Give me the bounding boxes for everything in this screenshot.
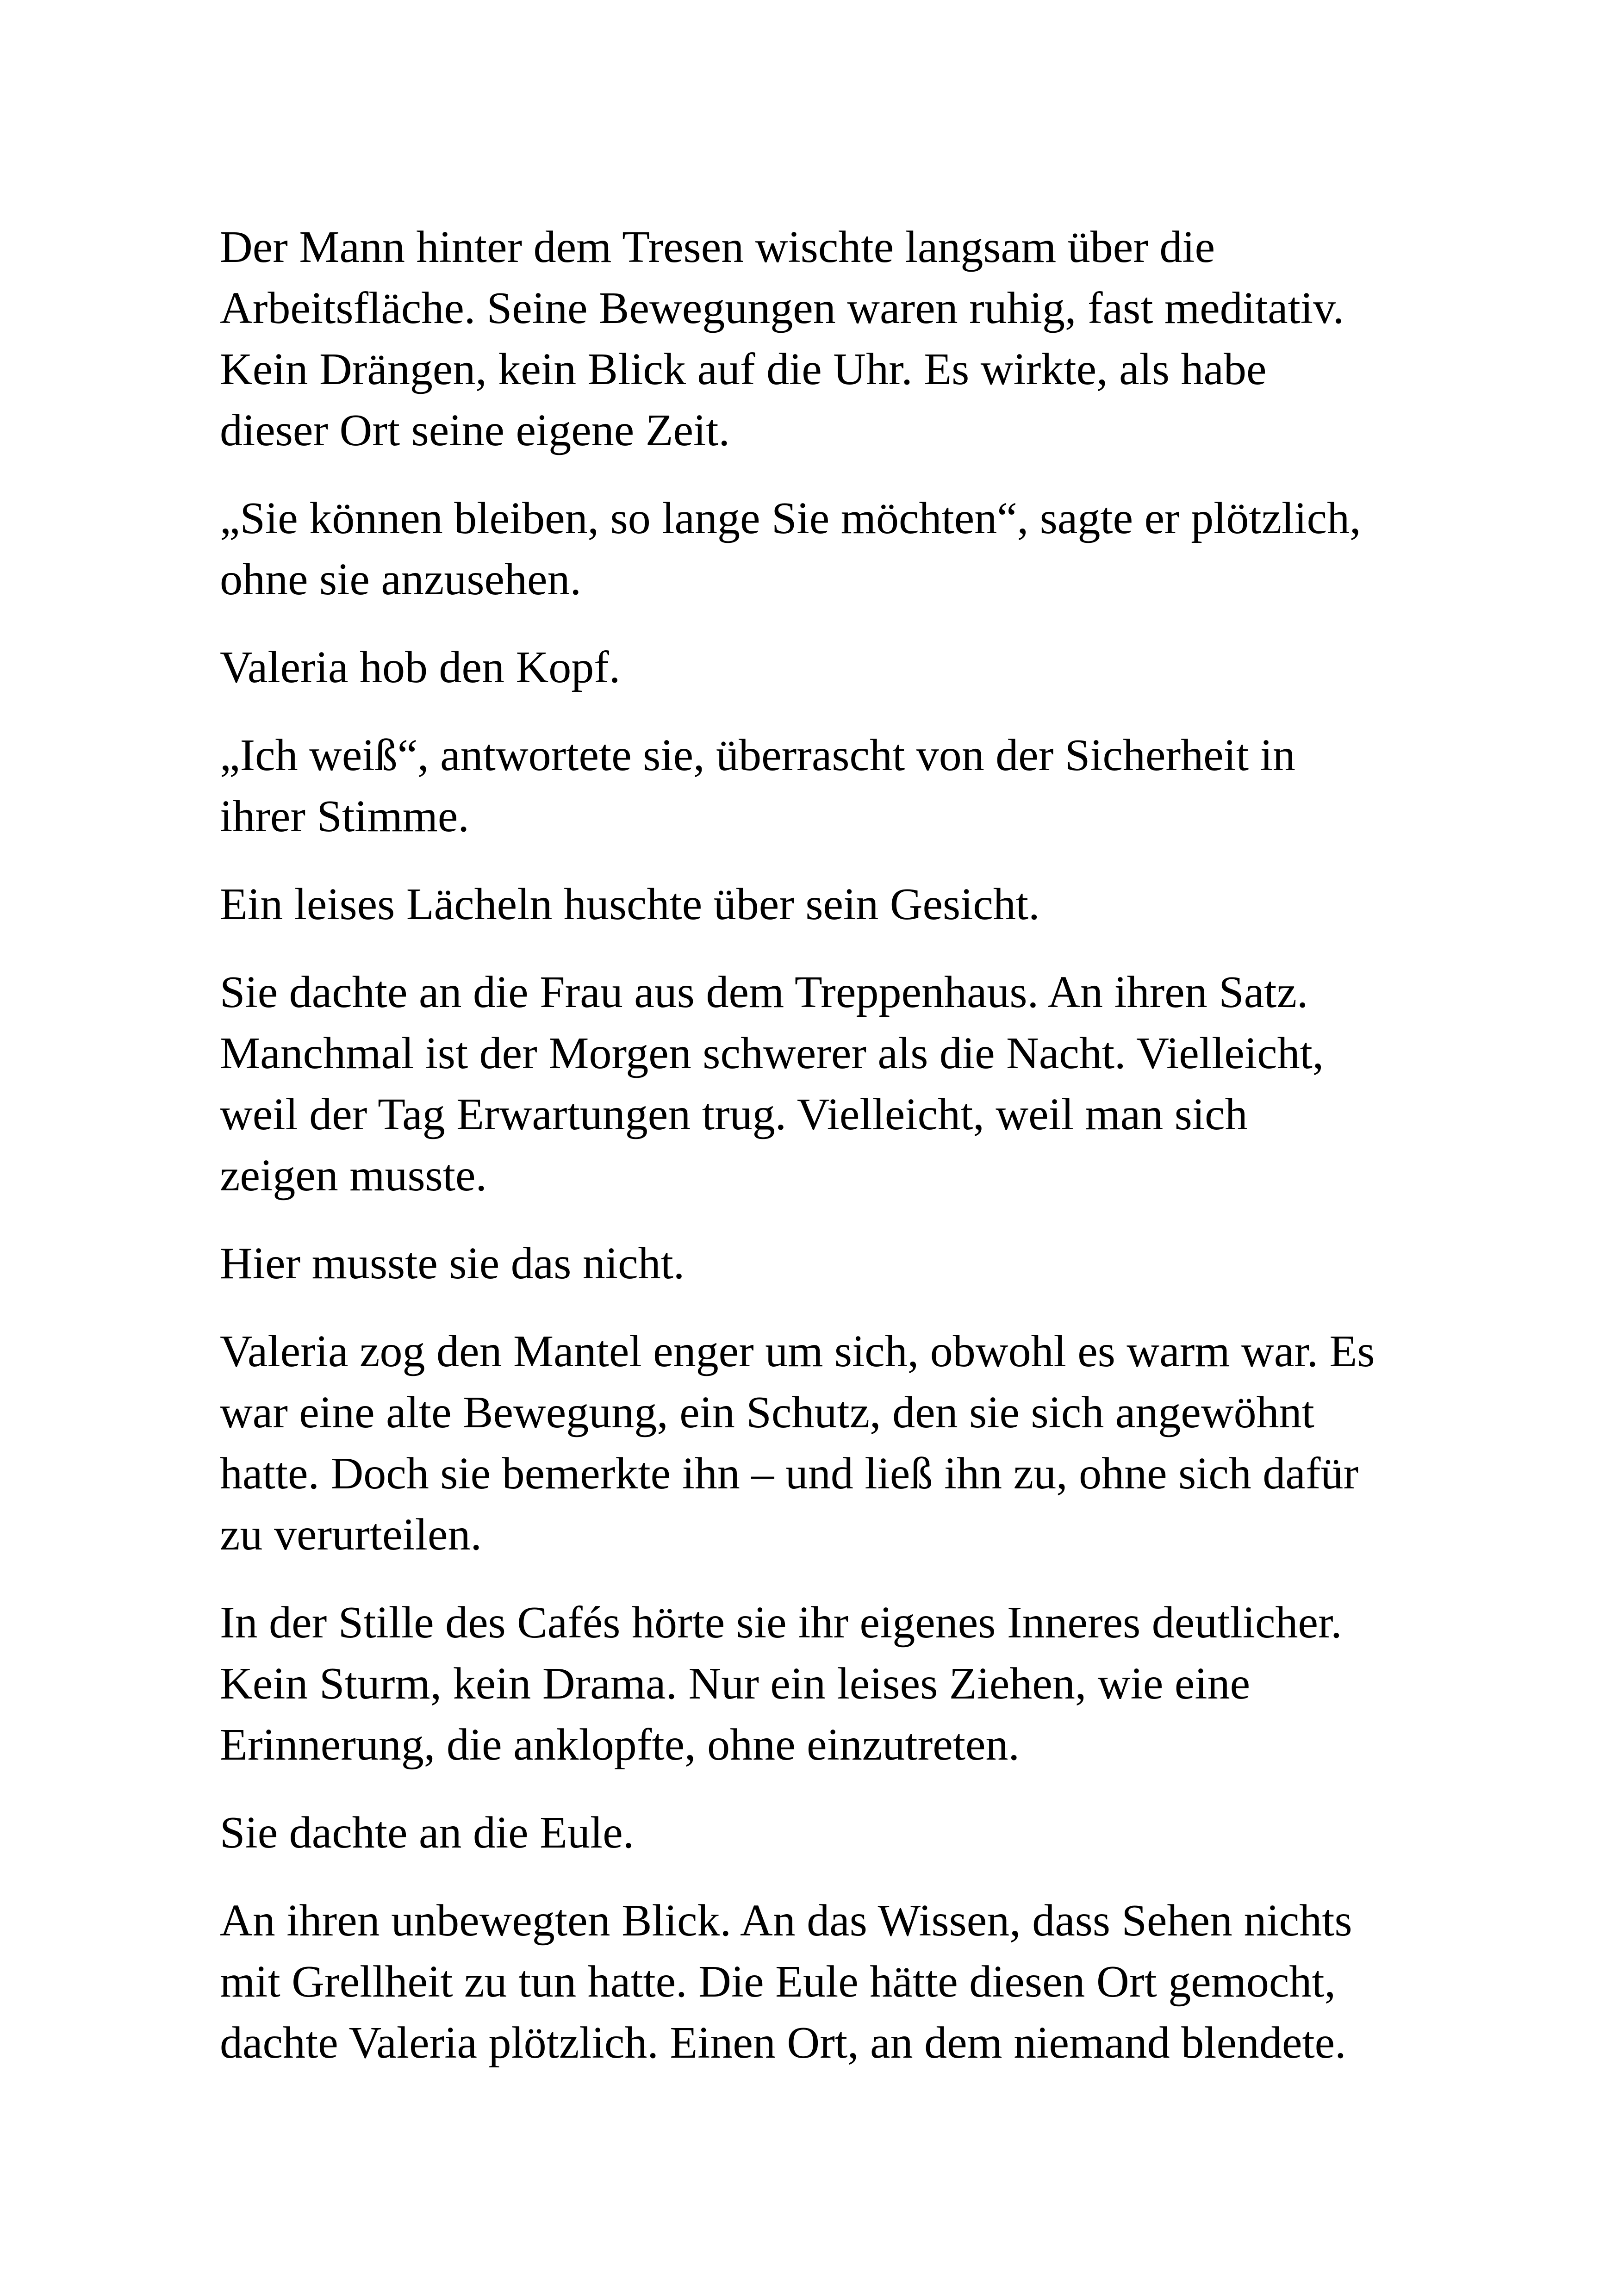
text-line: In der Stille des Cafés hörte sie ihr eigenes Inneres deutlicher. <box>220 1598 1342 1648</box>
paragraph <box>220 962 1423 1206</box>
text-line: „Sie können bleiben, so lange Sie möchten“, sagte er plötzlich, <box>220 493 1361 543</box>
text-line: Sie dachte an die Frau aus dem Treppenhaus. An ihren Satz. <box>220 967 1308 1017</box>
text-line: Sie dachte an die Eule. <box>220 1808 635 1858</box>
text-line: ihrer Stimme. <box>220 791 469 841</box>
text-line: hatte. Doch sie bemerkte ihn – und ließ ihn zu, ohne sich dafür <box>220 1449 1359 1499</box>
paragraph <box>220 1592 1423 1775</box>
text-line: Valeria hob den Kopf. <box>220 642 621 692</box>
text-line: war eine alte Bewegung, ein Schutz, den sie sich angewöhnt <box>220 1388 1314 1437</box>
paragraph <box>220 1890 1423 2073</box>
paragraph <box>220 1233 1423 1294</box>
text-line: dieser Ort seine eigene Zeit. <box>220 405 730 455</box>
body-text <box>220 217 1423 2100</box>
text-line: Ein leises Lächeln huschte über sein Gesicht. <box>220 879 1040 929</box>
text-line: Valeria zog den Mantel enger um sich, obwohl es warm war. Es <box>220 1326 1375 1376</box>
text-line: Kein Sturm, kein Drama. Nur ein leises Ziehen, wie eine <box>220 1659 1251 1709</box>
text-line: zu verurteilen. <box>220 1510 482 1560</box>
text-line: mit Grellheit zu tun hatte. Die Eule hätte diesen Ort gemocht, <box>220 1957 1336 2007</box>
text-line: Erinnerung, die anklopfte, ohne einzutreten. <box>220 1720 1020 1770</box>
text-line: Hier musste sie das nicht. <box>220 1238 685 1288</box>
text-line: Kein Drängen, kein Blick auf die Uhr. Es wirkte, als habe <box>220 344 1267 394</box>
paragraph <box>220 874 1423 935</box>
paragraph <box>220 488 1423 610</box>
text-line: „Ich weiß“, antwortete sie, überrascht von der Sicherheit in <box>220 730 1295 780</box>
text-line: Arbeitsfläche. Seine Bewegungen waren ruhig, fast meditativ. <box>220 283 1344 333</box>
paragraph <box>220 725 1423 847</box>
paragraph <box>220 1321 1423 1565</box>
text-line: dachte Valeria plötzlich. Einen Ort, an dem niemand blendete. <box>220 2018 1346 2068</box>
paragraph <box>220 1802 1423 1863</box>
text-line: Der Mann hinter dem Tresen wischte langsam über die <box>220 222 1215 272</box>
paragraph <box>220 637 1423 698</box>
text-line: zeigen musste. <box>220 1151 487 1201</box>
text-line: Manchmal ist der Morgen schwerer als die Nacht. Vielleicht, <box>220 1028 1324 1078</box>
text-line: weil der Tag Erwartungen trug. Vielleicht, weil man sich <box>220 1089 1248 1139</box>
text-line: ohne sie anzusehen. <box>220 554 581 604</box>
text-line: An ihren unbewegten Blick. An das Wissen, dass Sehen nichts <box>220 1896 1352 1946</box>
paragraph <box>220 217 1423 461</box>
